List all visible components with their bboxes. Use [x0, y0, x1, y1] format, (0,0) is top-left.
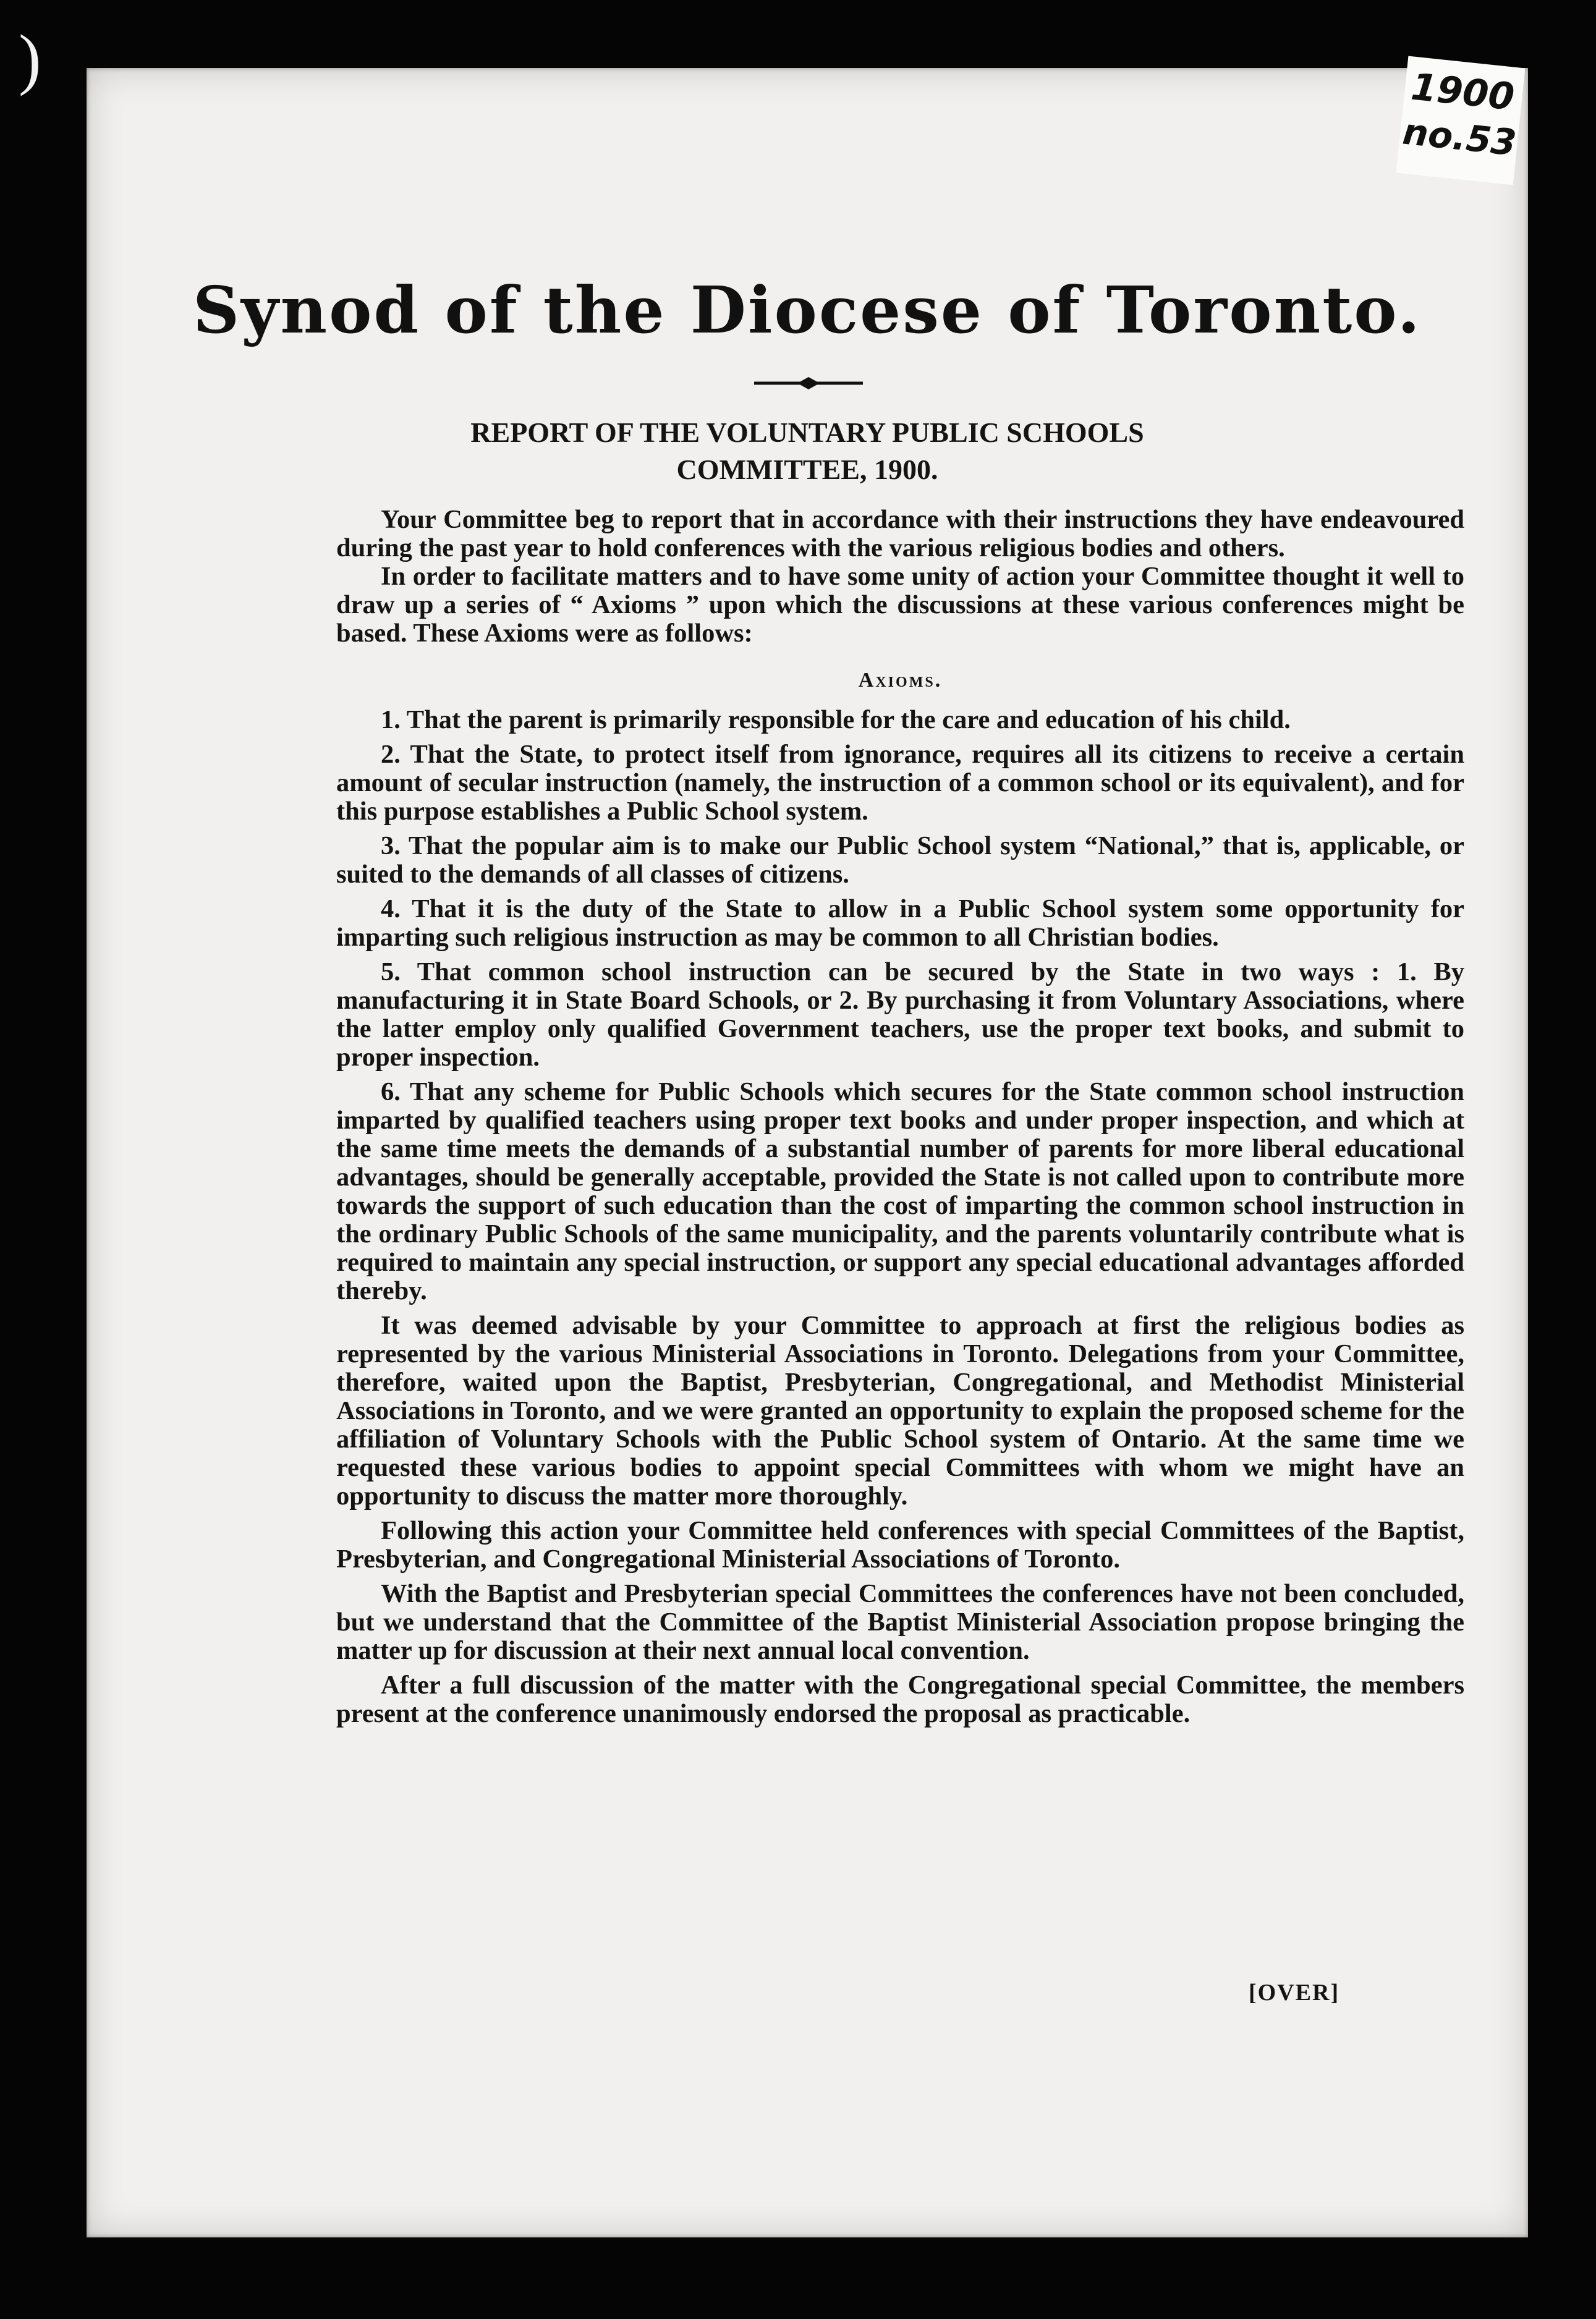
over-page-marker: [OVER]	[1249, 1980, 1340, 2006]
closing-paragraph-1: It was deemed advisable by your Committee to approach at first the religious bodies as represented by the various Ministerial Associations in Toronto. Delegations from your Committee, therefore, waited upon the Baptist, Presbyterian, Congregational, and Methodist Ministerial Associations in Toronto, and we were granted an opportunity to explain the proposed scheme for the affiliation of Voluntary Schools with the Public School system of Ontario. At the same time we requested these various bodies to appoint special Committees with whom we might have an opportunity to discuss the matter more thoroughly.	[336, 1311, 1464, 1511]
axiom-1: 1. That the parent is primarily responsible for the care and education of his child.	[381, 705, 1291, 734]
scan-margin-mark: )	[19, 21, 41, 96]
axiom-4: 4. That it is the duty of the State to allow in a Public School system some opportunity for imparting such religious instruction as may be common to all Christian bodies.	[336, 894, 1464, 952]
report-title	[210, 414, 1404, 488]
annotation-number: no.53	[1401, 110, 1519, 164]
axioms-heading: Axioms.	[858, 669, 943, 692]
title-divider-ornament	[754, 372, 863, 394]
axiom-5: 5. That common school instruction can be secured by the State in two ways : 1. By manufacturing it in State Board Schools, or 2. By purchasing it from Voluntary Associations, where the latter employ only qualified Government teachers, use the proper text books, and submit to proper inspection.	[336, 957, 1464, 1072]
intro-paragraph-1: Your Committee beg to report that in accordance with their instructions they have endeavoured during the past year to hold conferences with the various religious bodies and others.	[336, 505, 1464, 562]
axiom-6: 6. That any scheme for Public Schools which secures for the State common school instruction imparted by qualified teachers using proper text books and under proper inspection, and which at the same time meets the demands of a substantial number of parents for more liberal educational advantages, should be generally acceptable, provided the State is not called upon to contribute more towards the support of such education than the cost of imparting the common school instruction in the ordinary Public Schools of the same municipality, and the parents voluntarily contribute what is required to maintain any special instruction, or support any special educational advantages afforded thereby.	[336, 1077, 1464, 1305]
axiom-2: 2. That the State, to protect itself from ignorance, requires all its citizens to receive a certain amount of secular instruction (namely, the instruction of a common school or its equivalent), and for this purpose establishes a Public School system.	[336, 740, 1464, 826]
document-title: Synod of the Diocese of Toronto.	[193, 272, 1422, 348]
annotation-year: 1900	[1409, 65, 1517, 119]
handwritten-annotation	[1396, 56, 1526, 185]
closing-paragraph-4: After a full discussion of the matter with the Congregational special Committee, the members present at the conference unanimously endorsed the proposal as practicable.	[336, 1671, 1464, 1728]
intro-paragraph-2: In order to facilitate matters and to have some unity of action your Committee thought it well to draw up a series of “ Axioms ” upon which the discussions at these various conferences might be based. These Axioms were as follows:	[336, 562, 1464, 648]
report-body	[336, 506, 1464, 1728]
closing-paragraph-2: Following this action your Committee held conferences with special Committees of the Baptist, Presbyterian, and Congregational Ministerial Associations of Toronto.	[336, 1516, 1464, 1574]
report-title-line-2: COMMITTEE, 1900.	[676, 454, 938, 485]
axiom-3: 3. That the popular aim is to make our Public School system “National,” that is, applicable, or suited to the demands of all classes of citizens.	[336, 831, 1464, 889]
closing-paragraph-3: With the Baptist and Presbyterian special Committees the conferences have not been concluded, but we understand that the Committee of the Baptist Ministerial Association propose bringing the matter up for discussion at their next annual local convention.	[336, 1579, 1464, 1665]
document-page	[87, 65, 1528, 2237]
report-title-line-1: REPORT OF THE VOLUNTARY PUBLIC SCHOOLS	[470, 417, 1144, 448]
